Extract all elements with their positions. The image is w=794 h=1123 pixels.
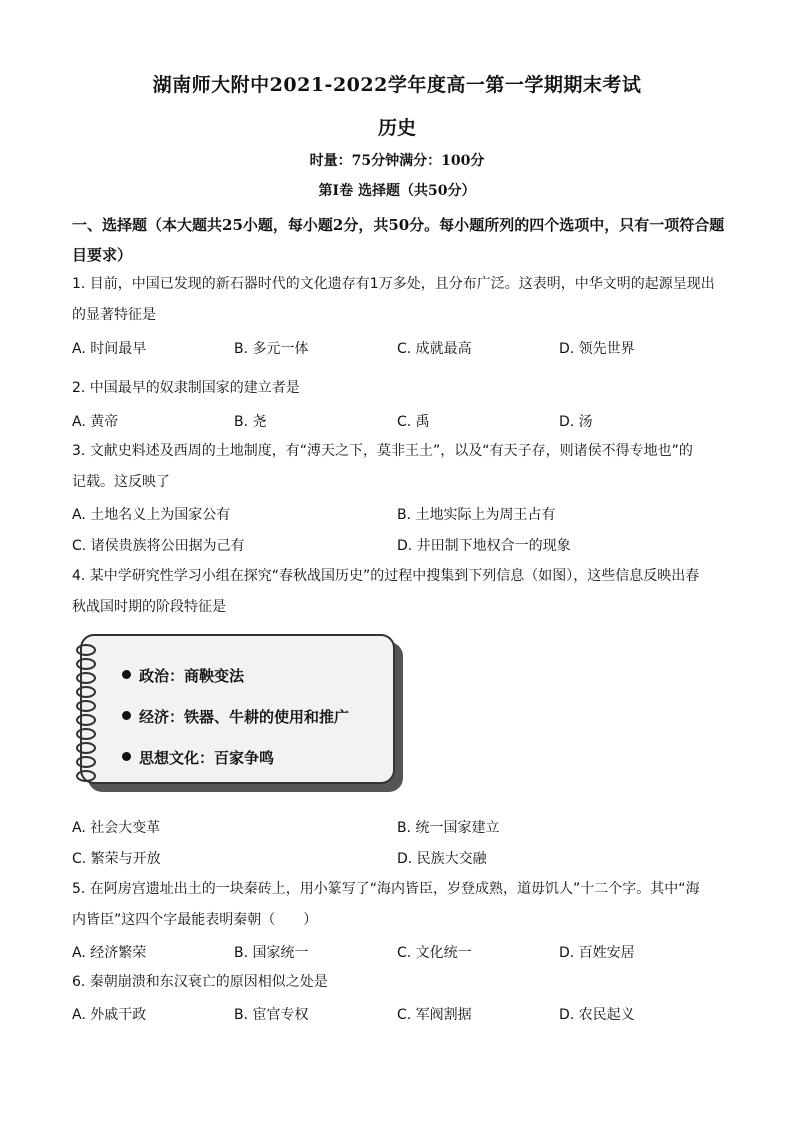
question-4-options-row-1 (72, 817, 727, 843)
question-2-option-d[interactable]: D. 汤 (559, 414, 593, 430)
question-1-option-b[interactable]: B. 多元一体 (234, 341, 309, 357)
exam-meta: 时量：75分钟满分：100分 (309, 153, 485, 169)
spiral-rings-icon (72, 642, 102, 782)
question-3-option-b[interactable]: B. 土地实际上为周王占有 (397, 507, 556, 523)
question-2-stem (72, 373, 727, 404)
question-3-line-1: 3. 文献史料述及西周的土地制度，有“溥天之下，莫非王土”，以及“有天子存，则诸侯不得专地也”的 (72, 443, 693, 459)
question-5-stem (72, 874, 727, 936)
question-3-option-d[interactable]: D. 井田制下地权合一的现象 (397, 538, 571, 554)
question-5-option-c[interactable]: C. 文化统一 (397, 945, 472, 961)
bullet-icon (122, 752, 131, 761)
notebook-item-economy (122, 697, 392, 738)
question-1-line-1: 1. 目前，中国已发现的新石器时代的文化遗存有1万多处，且分布广泛。这表明，中华文明的起源呈现出 (72, 276, 715, 292)
question-2-option-a[interactable]: A. 黄帝 (72, 414, 119, 430)
notebook-item-culture (122, 738, 392, 779)
bullet-icon (122, 711, 131, 720)
question-1-option-a[interactable]: A. 时间最早 (72, 341, 147, 357)
exam-title: 湖南师大附中2021-2022学年度高一第一学期期末考试 (152, 74, 642, 96)
question-2-options (72, 411, 727, 437)
question-6-option-d[interactable]: D. 农民起义 (559, 1007, 635, 1023)
question-3-option-c[interactable]: C. 诸侯贵族将公田据为己有 (72, 538, 245, 554)
notebook-item-text: 思想文化：百家争鸣 (139, 749, 275, 767)
question-3-options-row-2 (72, 535, 727, 561)
question-4-option-d[interactable]: D. 民族大交融 (397, 851, 487, 867)
question-3-options-row-1 (72, 504, 727, 530)
question-6-options (72, 1004, 727, 1030)
question-4-stem (72, 561, 727, 623)
question-4-option-c[interactable]: C. 繁荣与开放 (72, 851, 161, 867)
question-2-line-1: 2. 中国最早的奴隶制国家的建立者是 (72, 380, 300, 396)
question-4-options-row-2 (72, 848, 727, 874)
notebook-figure (80, 634, 405, 792)
question-4-option-b[interactable]: B. 统一国家建立 (397, 820, 500, 836)
question-1-line-2: 的显著特征是 (72, 307, 156, 323)
part-heading: 第I卷 选择题（共50分） (318, 183, 476, 199)
question-6-line-1: 6. 秦朝崩溃和东汉衰亡的原因相似之处是 (72, 974, 328, 990)
notebook-item-politics (122, 656, 392, 697)
question-3-stem (72, 436, 727, 498)
question-4-option-a[interactable]: A. 社会大变革 (72, 820, 161, 836)
question-2-option-b[interactable]: B. 尧 (234, 414, 267, 430)
question-1-stem (72, 269, 727, 331)
question-4-line-1: 4. 某中学研究性学习小组在探究“春秋战国历史”的过程中搜集到下列信息（如图），这些信息反映出春 (72, 568, 700, 584)
question-2-option-c[interactable]: C. 禹 (397, 414, 430, 430)
question-6-stem (72, 967, 727, 998)
question-6-option-b[interactable]: B. 宦官专权 (234, 1007, 309, 1023)
notebook-items (122, 656, 392, 779)
question-4-line-2: 秋战国时期的阶段特征是 (72, 599, 226, 615)
question-1-options (72, 338, 727, 364)
exam-subject: 历史 (377, 117, 416, 139)
question-6-option-c[interactable]: C. 军阀割据 (397, 1007, 472, 1023)
question-6-option-a[interactable]: A. 外戚干政 (72, 1007, 147, 1023)
question-5-line-2: 内皆臣”这四个字最能表明秦朝（ ） (72, 912, 318, 928)
question-1-option-d[interactable]: D. 领先世界 (559, 341, 635, 357)
question-5-options (72, 942, 727, 968)
question-3-option-a[interactable]: A. 土地名义上为国家公有 (72, 507, 231, 523)
question-3-line-2: 记载。这反映了 (72, 474, 170, 490)
question-5-option-d[interactable]: D. 百姓安居 (559, 945, 635, 961)
notebook-item-text: 经济：铁器、牛耕的使用和推广 (139, 708, 350, 726)
question-1-option-c[interactable]: C. 成就最高 (397, 341, 472, 357)
question-5-option-b[interactable]: B. 国家统一 (234, 945, 309, 961)
notebook-item-text: 政治：商鞅变法 (139, 667, 245, 685)
bullet-icon (122, 670, 131, 679)
question-5-option-a[interactable]: A. 经济繁荣 (72, 945, 147, 961)
question-5-line-1: 5. 在阿房宫遗址出土的一块秦砖上，用小篆写了“海内皆臣，岁登成熟，道毋饥人”十二个字。其中“海 (72, 881, 700, 897)
section-heading: 一、选择题（本大题共25小题，每小题2分，共50分。每小题所列的四个选项中，只有一项符合题目要求） (72, 216, 725, 264)
